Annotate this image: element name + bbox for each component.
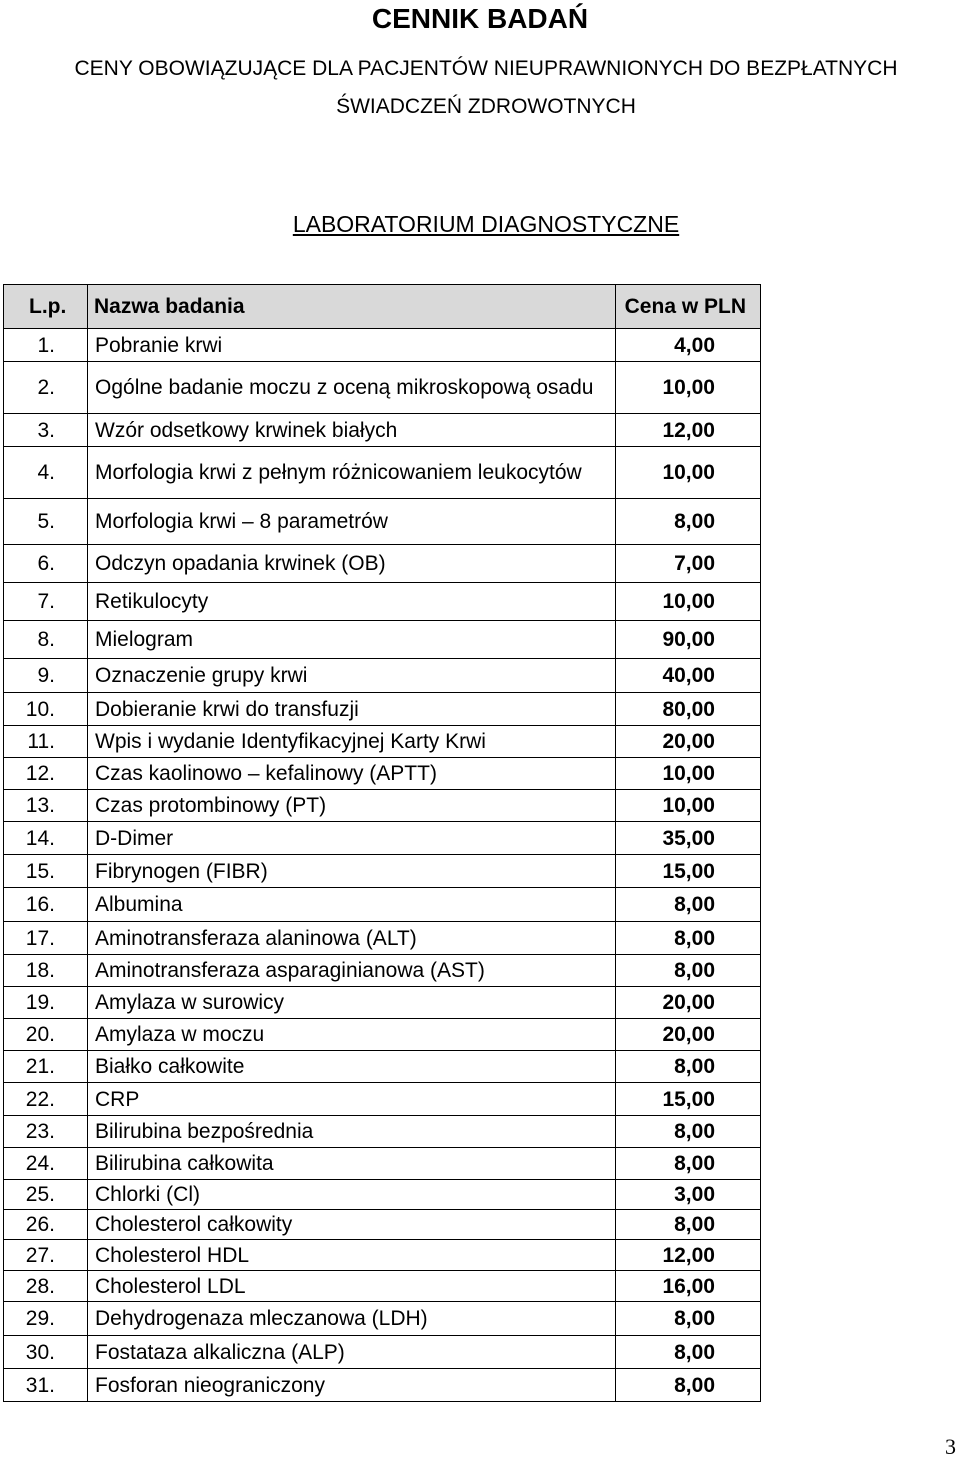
row-number: 24. [4,1148,88,1180]
row-name: Czas protombinowy (PT) [88,790,616,822]
row-price: 3,00 [616,1180,761,1210]
table-row [4,758,761,790]
row-name: Morfologia krwi z pełnym różnicowaniem leukocytów [88,447,616,499]
row-name: Morfologia krwi – 8 parametrów [88,499,616,545]
row-price: 16,00 [616,1271,761,1302]
table-row [4,1271,761,1302]
row-name: Oznaczenie grupy krwi [88,659,616,693]
page-number: 3 [945,1434,956,1459]
table-row [4,1180,761,1210]
row-price: 8,00 [616,1369,761,1402]
row-name: D-Dimer [88,822,616,855]
row-name: Ogólne badanie moczu z oceną mikroskopową osadu [88,362,616,414]
row-number: 30. [4,1336,88,1369]
row-price: 12,00 [616,1240,761,1271]
table-header-row [4,285,761,329]
subtitle-line-2: ŚWIADCZEŃ ZDROWOTNYCH [336,95,636,118]
row-name: Cholesterol HDL [88,1240,616,1271]
row-number: 3. [4,414,88,447]
table-row [4,414,761,447]
row-number: 22. [4,1083,88,1116]
row-price: 8,00 [616,888,761,922]
row-name: Wzór odsetkowy krwinek białych [88,414,616,447]
row-number: 4. [4,447,88,499]
row-number: 16. [4,888,88,922]
row-price: 8,00 [616,499,761,545]
row-number: 9. [4,659,88,693]
row-price: 10,00 [616,583,761,621]
row-name: Chlorki (Cl) [88,1180,616,1210]
row-name: Białko całkowite [88,1051,616,1083]
table-row [4,621,761,659]
row-price: 40,00 [616,659,761,693]
row-number: 1. [4,329,88,362]
page-subtitle [0,50,960,126]
table-row [4,1148,761,1180]
row-price: 8,00 [616,1148,761,1180]
table-row [4,822,761,855]
row-number: 6. [4,545,88,583]
table-row [4,955,761,987]
row-name: Albumina [88,888,616,922]
row-price: 10,00 [616,790,761,822]
row-name: Aminotransferaza alaninowa (ALT) [88,922,616,955]
row-number: 8. [4,621,88,659]
row-price: 4,00 [616,329,761,362]
table-row [4,583,761,621]
row-name: Bilirubina całkowita [88,1148,616,1180]
row-price: 7,00 [616,545,761,583]
table-row [4,1336,761,1369]
table-row [4,1083,761,1116]
row-price: 20,00 [616,726,761,758]
section-title: LABORATORIUM DIAGNOSTYCZNE [292,211,680,237]
row-number: 20. [4,1019,88,1051]
row-price: 8,00 [616,922,761,955]
row-name: Amylaza w surowicy [88,987,616,1019]
row-price: 10,00 [616,758,761,790]
row-number: 21. [4,1051,88,1083]
table-row [4,1240,761,1271]
row-number: 13. [4,790,88,822]
table-row [4,1369,761,1402]
table-row [4,1116,761,1148]
row-number: 14. [4,822,88,855]
row-number: 2. [4,362,88,414]
row-name: Fostataza alkaliczna (ALP) [88,1336,616,1369]
row-price: 10,00 [616,362,761,414]
header-price: Cena w PLN [616,285,761,329]
row-name: Pobranie krwi [88,329,616,362]
row-number: 10. [4,693,88,726]
row-price: 8,00 [616,1210,761,1240]
row-price: 20,00 [616,1019,761,1051]
row-price: 90,00 [616,621,761,659]
header-name: Nazwa badania [88,285,616,329]
table-row [4,1051,761,1083]
row-number: 23. [4,1116,88,1148]
row-price: 15,00 [616,1083,761,1116]
table-row [4,855,761,888]
row-price: 35,00 [616,822,761,855]
row-name: Odczyn opadania krwinek (OB) [88,545,616,583]
table-row [4,1302,761,1336]
row-number: 7. [4,583,88,621]
row-price: 8,00 [616,1116,761,1148]
row-name: Dobieranie krwi do transfuzji [88,693,616,726]
table-row [4,447,761,499]
row-number: 19. [4,987,88,1019]
row-name: Cholesterol LDL [88,1271,616,1302]
row-price: 8,00 [616,1302,761,1336]
table-row [4,329,761,362]
row-price: 80,00 [616,693,761,726]
row-number: 12. [4,758,88,790]
row-number: 11. [4,726,88,758]
row-name: Wpis i wydanie Identyfikacyjnej Karty Krwi [88,726,616,758]
row-number: 26. [4,1210,88,1240]
row-number: 28. [4,1271,88,1302]
table-row [4,659,761,693]
table-row [4,922,761,955]
subtitle-line-1: CENY OBOWIĄZUJĄCE DLA PACJENTÓW NIEUPRAWNIONYCH DO BEZPŁATNYCH [74,57,898,80]
table-row [4,693,761,726]
row-number: 17. [4,922,88,955]
row-name: Fosforan nieograniczony [88,1369,616,1402]
row-name: Bilirubina bezpośrednia [88,1116,616,1148]
row-name: Dehydrogenaza mleczanowa (LDH) [88,1302,616,1336]
row-number: 18. [4,955,88,987]
row-price: 8,00 [616,1336,761,1369]
row-number: 31. [4,1369,88,1402]
table-row [4,987,761,1019]
header-lp: L.p. [4,285,88,329]
row-name: Cholesterol całkowity [88,1210,616,1240]
row-name: Amylaza w moczu [88,1019,616,1051]
table-row [4,726,761,758]
row-price: 8,00 [616,1051,761,1083]
row-price: 20,00 [616,987,761,1019]
row-number: 29. [4,1302,88,1336]
table-row [4,888,761,922]
row-name: Czas kaolinowo – kefalinowy (APTT) [88,758,616,790]
row-price: 8,00 [616,955,761,987]
row-name: Mielogram [88,621,616,659]
row-number: 25. [4,1180,88,1210]
table-row [4,545,761,583]
row-number: 15. [4,855,88,888]
row-name: Fibrynogen (FIBR) [88,855,616,888]
row-price: 15,00 [616,855,761,888]
page-title: CENNIK BADAŃ [371,3,589,34]
table-row [4,1019,761,1051]
row-number: 5. [4,499,88,545]
table-row [4,499,761,545]
table-row [4,362,761,414]
row-name: CRP [88,1083,616,1116]
row-price: 12,00 [616,414,761,447]
table-row [4,1210,761,1240]
row-number: 27. [4,1240,88,1271]
row-name: Retikulocyty [88,583,616,621]
row-name: Aminotransferaza asparaginianowa (AST) [88,955,616,987]
price-table [3,284,761,1402]
table-row [4,790,761,822]
row-price: 10,00 [616,447,761,499]
